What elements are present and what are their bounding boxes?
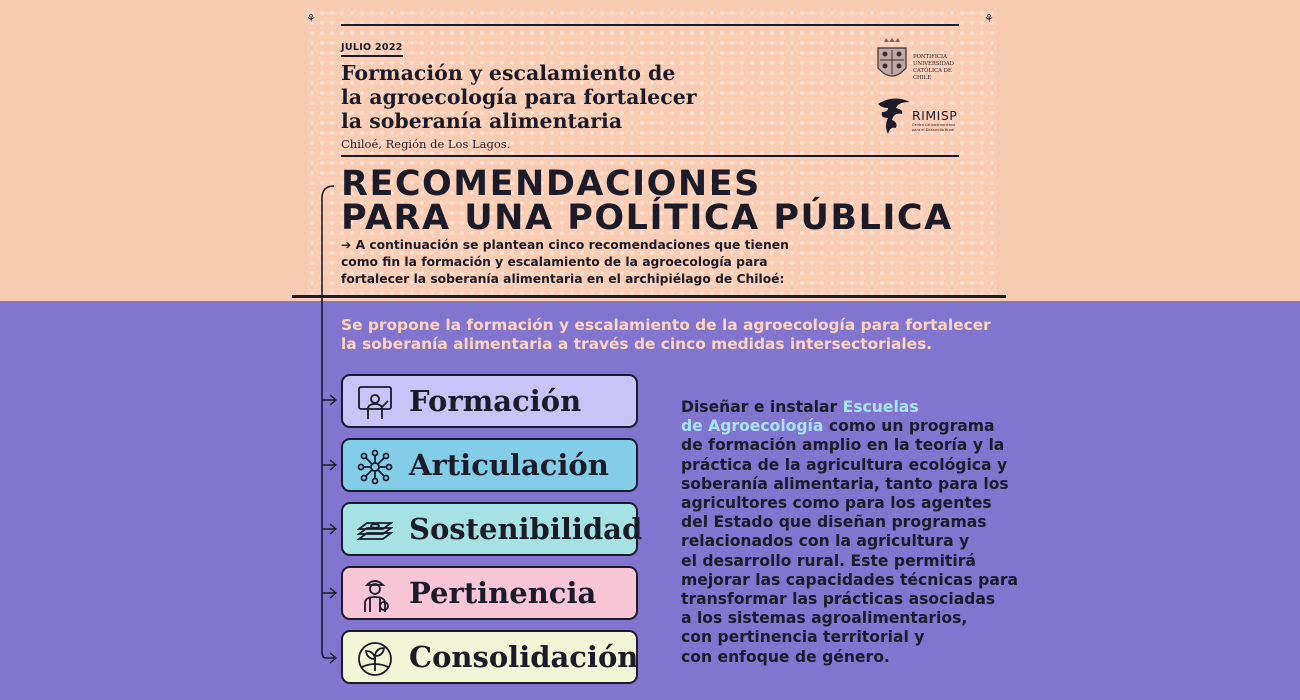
description-text: como un programa [823, 417, 995, 436]
measure-sostenibilidad [341, 502, 643, 556]
top-rule [341, 24, 959, 26]
description-line: con pertinencia territorial y [681, 628, 925, 647]
location-subtitle: Chiloé, Región de Los Lagos. [341, 137, 511, 151]
main-heading-line: RECOMENDACIONES [341, 164, 761, 204]
description-line: transformar las prácticas asociadas [681, 590, 996, 609]
description-line: soberanía alimentaria, tanto para los [681, 474, 1009, 493]
measure-pertinencia [341, 566, 638, 620]
description-line: del Estado que diseñan programas [681, 513, 987, 532]
description-line: agricultores como para los agentes [681, 494, 992, 513]
proposal-line: Se propone la formación y escalamiento de la agroecología para fortalecer [341, 316, 991, 334]
purple-background [0, 301, 1300, 700]
money-stack-icon [357, 513, 393, 549]
description-line: mejorar las capacidades técnicas para [681, 570, 1019, 589]
mid-rule [341, 155, 959, 157]
doc-title-line: Formación y escalamiento de [341, 61, 676, 85]
publication-date: JULIO 2022 [341, 42, 403, 57]
rimisp-logo [876, 96, 960, 136]
farmer-icon [357, 577, 393, 613]
intro-line [341, 237, 789, 254]
description-line: práctica de la agricultura ecológica y [681, 455, 1008, 474]
sprout-icon [357, 641, 393, 677]
doc-title-line: la agroecología para fortalecer [341, 85, 697, 109]
leaf-ornament-icon: ⚘ [984, 12, 994, 25]
description-line: con enfoque de género. [681, 647, 890, 666]
escuelas-highlight: de Agroecología [681, 417, 824, 436]
puc-logo-text: PONTIFICIA UNIVERSIDAD CATÓLICA DE CHILE [913, 54, 954, 81]
intro-line: como fin la formación y escalamiento de la agroecología para [341, 255, 768, 269]
leaf-ornament-icon: ⚘ [306, 12, 316, 25]
intro-text: A continuación se plantean cinco recomendaciones que tienen [355, 238, 789, 252]
measure-description [681, 398, 1019, 667]
doc-title-line: la soberanía alimentaria [341, 109, 623, 133]
measure-formacion [341, 374, 638, 428]
main-heading-line: PARA UNA POLÍTICA PÚBLICA [341, 198, 953, 238]
measure-consolidacion [341, 630, 638, 684]
description-line [681, 417, 995, 436]
description-line: a los sistemas agroalimentarios, [681, 609, 968, 628]
measure-label: Formación [409, 384, 582, 418]
measure-label: Sostenibilidad [409, 512, 643, 546]
description-line: el desarrollo rural. Este permitirá [681, 551, 976, 570]
measure-articulacion [341, 438, 638, 492]
escuelas-highlight: Escuelas [842, 398, 919, 416]
measure-label: Consolidación [409, 640, 639, 674]
puc-logo [876, 38, 958, 88]
description-line [681, 398, 981, 417]
measure-label: Pertinencia [409, 576, 597, 610]
arrow-bullet-icon: ➔ [341, 238, 352, 252]
intro-line: fortalecer la soberanía alimentaria en el archipiélago de Chiloé: [341, 272, 785, 286]
measure-label: Articulación [409, 448, 609, 482]
proposal-line: la soberanía alimentaria a través de cinco medidas intersectoriales. [341, 335, 933, 353]
description-line: relacionados con la agricultura y [681, 532, 970, 551]
teacher-board-icon [357, 385, 393, 421]
description-text: Diseñar e instalar [681, 398, 843, 416]
rimisp-logo-text: Centro Latinoamericano para el Desarrollo Rural [912, 123, 956, 132]
rimisp-logo-name: RIMISP [912, 108, 958, 123]
network-nodes-icon [357, 449, 393, 485]
description-line: de formación amplio en la teoría y la [681, 436, 1005, 455]
panel-divider [292, 295, 1006, 298]
